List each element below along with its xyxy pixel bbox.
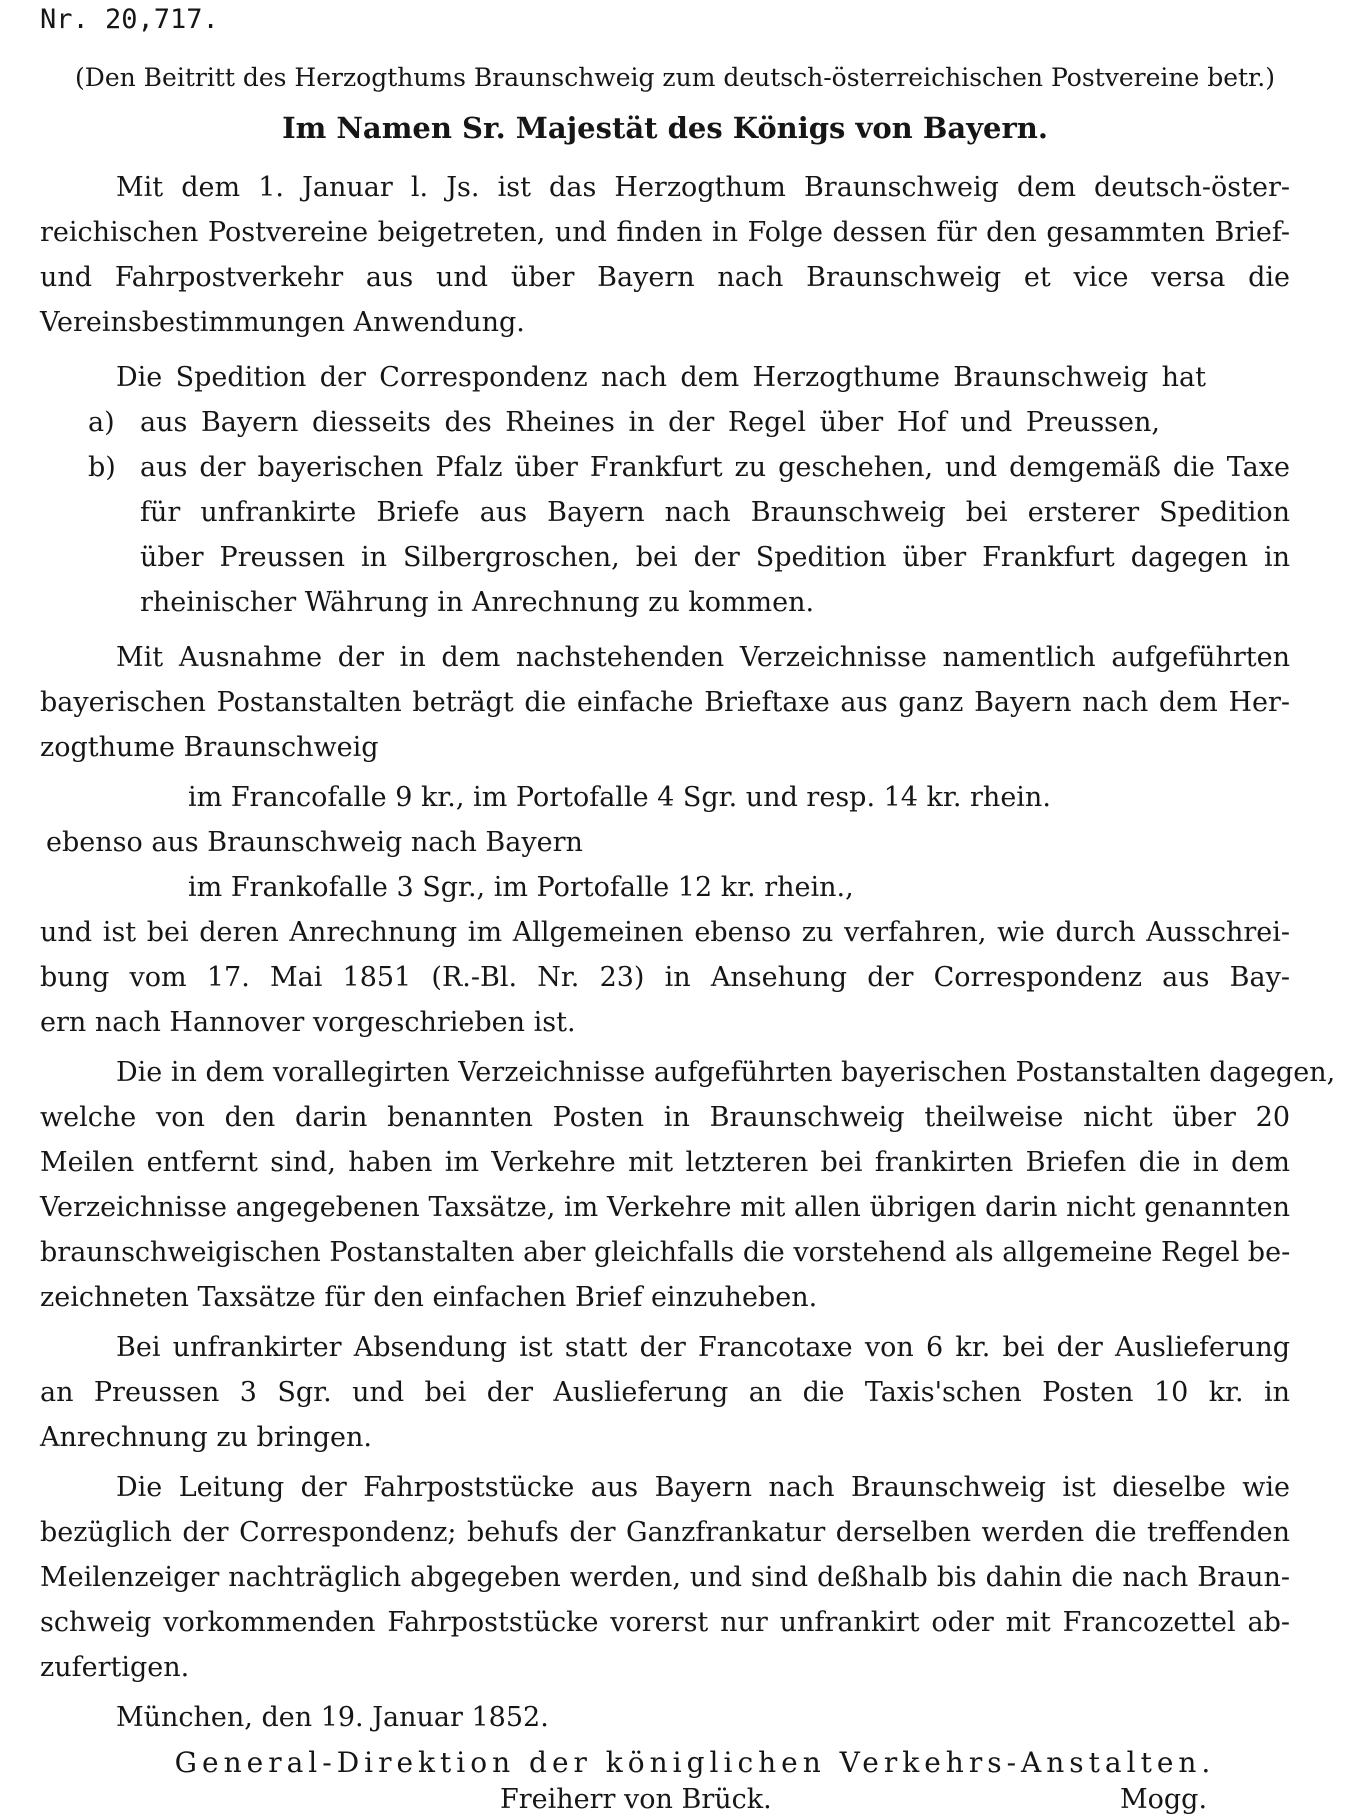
document-subject: (Den Beitritt des Herzogthums Braunschweig zum deutsch-österreichischen Postvereine betr.)	[75, 63, 1275, 92]
text-line: ern nach Hannover vorgeschrieben ist.	[40, 1007, 576, 1038]
text-line: bung vom 17. Mai 1851 (R.-Bl. Nr. 23) in Ansehung der Correspondenz aus Bay-	[40, 962, 1290, 993]
text-line: reichischen Postvereine beigetreten, und finden in Folge dessen für den gesammten Brief-	[40, 217, 1290, 248]
text-line: bezüglich der Correspondenz; behufs der Ganzfrankatur derselben werden die treffenden	[40, 1517, 1290, 1548]
list-label-b: b)	[88, 452, 116, 483]
text-line: Verzeichnisse angegebenen Taxsätze, im Verkehre mit allen übrigen darin nicht genannten	[40, 1192, 1290, 1223]
text-line: Die in dem vorallegirten Verzeichnisse aufgeführten bayerischen Postanstalten dagegen,	[116, 1057, 1336, 1088]
text-line: und Fahrpostverkehr aus und über Bayern nach Braunschweig et vice versa die	[40, 262, 1290, 293]
text-line: an Preussen 3 Sgr. und bei der Auslieferung an die Taxis'schen Posten 10 kr. in	[40, 1377, 1290, 1408]
text-line: Vereinsbestimmungen Anwendung.	[40, 307, 525, 338]
rate-line-1: im Francofalle 9 kr., im Portofalle 4 Sgr. und resp. 14 kr. rhein.	[188, 782, 1051, 813]
text-line: schweig vorkommenden Fahrpoststücke vorerst nur unfrankirt oder mit Francozettel ab-	[40, 1607, 1290, 1638]
invocation-heading: Im Namen Sr. Majestät des Königs von Bayern.	[282, 111, 1048, 145]
signatory-name: Freiherr von Brück.	[500, 1784, 772, 1815]
document-number: Nr. 20,717.	[40, 4, 219, 35]
text-line: Meilenzeiger nachträglich abgegeben werden, und sind deßhalb bis dahin die nach Braun-	[40, 1562, 1290, 1593]
text-line: Die Leitung der Fahrpoststücke aus Bayern nach Braunschweig ist dieselbe wie	[116, 1472, 1290, 1503]
text-line: zogthume Braunschweig	[40, 732, 379, 763]
rate-line-2: im Frankofalle 3 Sgr., im Portofalle 12 kr. rhein.,	[188, 872, 854, 903]
list-item-b-line: für unfrankirte Briefe aus Bayern nach Braunschweig bei ersterer Spedition	[140, 497, 1290, 528]
text-line: Mit dem 1. Januar l. Js. ist das Herzogthum Braunschweig dem deutsch-öster-	[116, 172, 1290, 203]
text-line: zufertigen.	[40, 1652, 190, 1683]
issuing-authority: General-Direktion der königlichen Verkehrs-Anstalten.	[174, 1746, 1216, 1779]
list-item-a: aus Bayern diesseits des Rheines in der Regel über Hof und Preussen,	[140, 407, 1160, 438]
list-label-a: a)	[88, 407, 115, 438]
list-item-b-line: rheinischer Währung in Anrechnung zu kommen.	[140, 587, 815, 618]
text-line: zeichneten Taxsätze für den einfachen Brief einzuheben.	[40, 1282, 818, 1313]
signatory-name: Mogg.	[1120, 1784, 1208, 1815]
text-line: Anrechnung zu bringen.	[40, 1422, 372, 1453]
place-date: München, den 19. Januar 1852.	[116, 1702, 549, 1733]
text-line: Die Spedition der Correspondenz nach dem Herzogthume Braunschweig hat	[116, 362, 1206, 393]
text-line: Mit Ausnahme der in dem nachstehenden Verzeichnisse namentlich aufgeführten	[116, 642, 1290, 673]
text-line: und ist bei deren Anrechnung im Allgemeinen ebenso zu verfahren, wie durch Ausschrei-	[40, 917, 1290, 948]
text-line: Bei unfrankirter Absendung ist statt der Francotaxe von 6 kr. bei der Auslieferung	[116, 1332, 1290, 1363]
text-line: Meilen entfernt sind, haben im Verkehre mit letzteren bei frankirten Briefen die in dem	[40, 1147, 1290, 1178]
list-item-b-line: über Preussen in Silbergroschen, bei der Spedition über Frankfurt dagegen in	[140, 542, 1290, 573]
list-item-b-line: aus der bayerischen Pfalz über Frankfurt zu geschehen, und demgemäß die Taxe	[140, 452, 1290, 483]
text-line: braunschweigischen Postanstalten aber gleichfalls die vorstehend als allgemeine Regel be-	[40, 1237, 1291, 1268]
text-line: welche von den darin benannten Posten in Braunschweig theilweise nicht über 20	[40, 1102, 1290, 1133]
text-line: bayerischen Postanstalten beträgt die einfache Brieftaxe aus ganz Bayern nach dem Her-	[40, 687, 1290, 718]
text-line: ebenso aus Braunschweig nach Bayern	[46, 827, 583, 858]
